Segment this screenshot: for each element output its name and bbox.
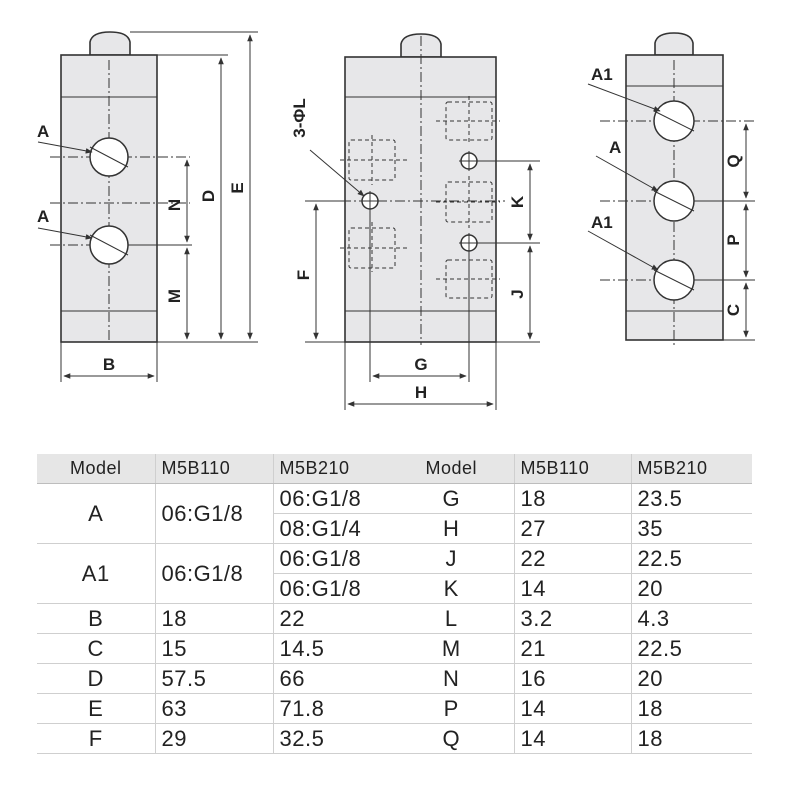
table-header-row [37, 454, 752, 484]
table-row: E 63 71.8 P 14 18 [37, 694, 752, 724]
label-A-right: A [609, 138, 622, 157]
label-A1-upper: A1 [591, 65, 613, 84]
table-row: A 06:G1/8 06:G1/8 G 18 23.5 [37, 484, 752, 514]
table-row: 08:G1/4 H 27 35 [37, 514, 752, 544]
label-J: J [508, 289, 527, 299]
label-H: H [414, 383, 428, 402]
table-row: B 18 22 L 3.2 4.3 [37, 604, 752, 634]
label-A-lower: A [37, 207, 50, 226]
right-actuator-cap [655, 33, 693, 55]
middle-view [290, 34, 540, 410]
label-hole-spec: 3-ΦL [290, 98, 309, 138]
label-N: N [165, 198, 184, 212]
dimension-table [37, 454, 752, 754]
label-A-upper: A [37, 122, 50, 141]
table-row: F 29 32.5 Q 14 18 [37, 724, 752, 754]
header-m5b110-right: M5B110 [514, 454, 631, 484]
table-row: 06:G1/8 K 14 20 [37, 574, 752, 604]
label-A1-lower: A1 [591, 213, 613, 232]
label-G: G [414, 355, 428, 374]
table-row: C 15 14.5 M 21 22.5 [37, 634, 752, 664]
header-m5b210-left: M5B210 [273, 454, 389, 484]
label-D: D [199, 189, 218, 203]
label-Q: Q [724, 154, 743, 168]
table-row: A1 06:G1/8 06:G1/8 J 22 22.5 [37, 544, 752, 574]
label-F: F [294, 269, 313, 281]
left-view [37, 32, 258, 382]
header-model-left: Model [37, 454, 155, 484]
label-P: P [724, 234, 743, 246]
label-E: E [228, 182, 247, 194]
header-m5b210-right: M5B210 [631, 454, 752, 484]
header-model-right: Model [389, 454, 514, 484]
label-K: K [508, 195, 527, 209]
table-row: D 57.5 66 N 16 20 [37, 664, 752, 694]
header-m5b110-left: M5B110 [155, 454, 273, 484]
right-view [588, 33, 755, 345]
label-M: M [165, 288, 184, 304]
left-actuator-cap [90, 32, 130, 55]
label-B: B [102, 355, 116, 374]
label-C: C [724, 303, 743, 317]
